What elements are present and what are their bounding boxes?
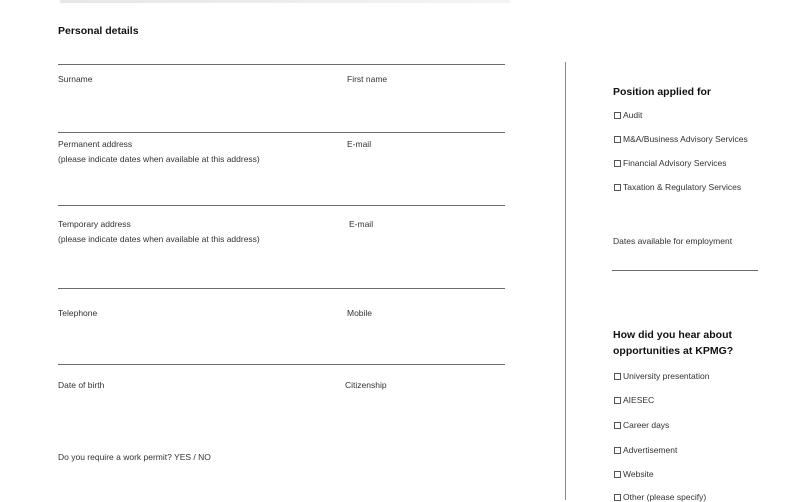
position-heading: Position applied for: [613, 86, 712, 98]
divider: [58, 64, 505, 65]
checkbox[interactable]: [614, 447, 621, 454]
checkbox[interactable]: [614, 373, 621, 380]
divider: [58, 364, 505, 365]
personal-details-heading: Personal details: [58, 25, 139, 37]
option-label: University presentation: [623, 371, 710, 381]
hear-option-website[interactable]: [614, 469, 654, 479]
hear-option-other[interactable]: [614, 492, 706, 502]
checkbox[interactable]: [614, 397, 621, 404]
dates-available-label: Dates available for employment: [613, 236, 733, 246]
checkbox[interactable]: [614, 494, 621, 501]
option-label: Other (please specify): [623, 492, 707, 502]
position-option-financial[interactable]: [614, 158, 726, 168]
hear-option-advertisement[interactable]: [614, 445, 677, 455]
checkbox[interactable]: [614, 112, 621, 119]
citizenship-label: Citizenship: [345, 380, 387, 390]
hear-option-university[interactable]: [614, 371, 709, 381]
column-divider: [565, 62, 566, 500]
divider: [58, 132, 505, 133]
divider: [58, 205, 505, 206]
hear-heading-line1: How did you hear about: [613, 329, 733, 341]
email-label: E-mail: [347, 139, 372, 149]
work-permit-question: Do you require a work permit? YES / NO: [58, 452, 211, 462]
option-label: Career days: [623, 420, 670, 430]
option-label: Taxation & Regulatory Services: [623, 182, 742, 192]
permanent-address-note: (please indicate dates when available at this address): [58, 154, 260, 164]
position-option-taxation[interactable]: [614, 182, 741, 192]
hear-option-aiesec[interactable]: [614, 395, 654, 405]
checkbox[interactable]: [614, 422, 621, 429]
option-label: Advertisement: [623, 445, 678, 455]
permanent-address-label: Permanent address: [58, 139, 133, 149]
position-option-audit[interactable]: [614, 110, 642, 120]
option-label: Audit: [623, 110, 643, 120]
hear-heading-line2: opportunities at KPMG?: [613, 345, 734, 357]
position-option-mna[interactable]: [614, 134, 748, 144]
cropped-header-strip: [60, 0, 510, 3]
option-label: Financial Advisory Services: [623, 158, 727, 168]
surname-label: Surname: [58, 74, 93, 84]
first-name-label: First name: [347, 74, 388, 84]
temporary-address-note: (please indicate dates when available at this address): [58, 234, 260, 244]
option-label: Website: [623, 469, 654, 479]
option-label: M&A/Business Advisory Services: [623, 134, 748, 144]
checkbox[interactable]: [614, 471, 621, 478]
email-label-2: E-mail: [349, 219, 374, 229]
checkbox[interactable]: [614, 136, 621, 143]
option-label: AIESEC: [623, 395, 655, 405]
checkbox[interactable]: [614, 160, 621, 167]
checkbox[interactable]: [614, 184, 621, 191]
hear-option-career-days[interactable]: [614, 420, 669, 430]
dates-available-field[interactable]: [612, 270, 758, 271]
mobile-label: Mobile: [347, 308, 373, 318]
date-of-birth-label: Date of birth: [58, 380, 105, 390]
divider: [58, 288, 505, 289]
telephone-label: Telephone: [58, 308, 98, 318]
temporary-address-label: Temporary address: [58, 219, 131, 229]
